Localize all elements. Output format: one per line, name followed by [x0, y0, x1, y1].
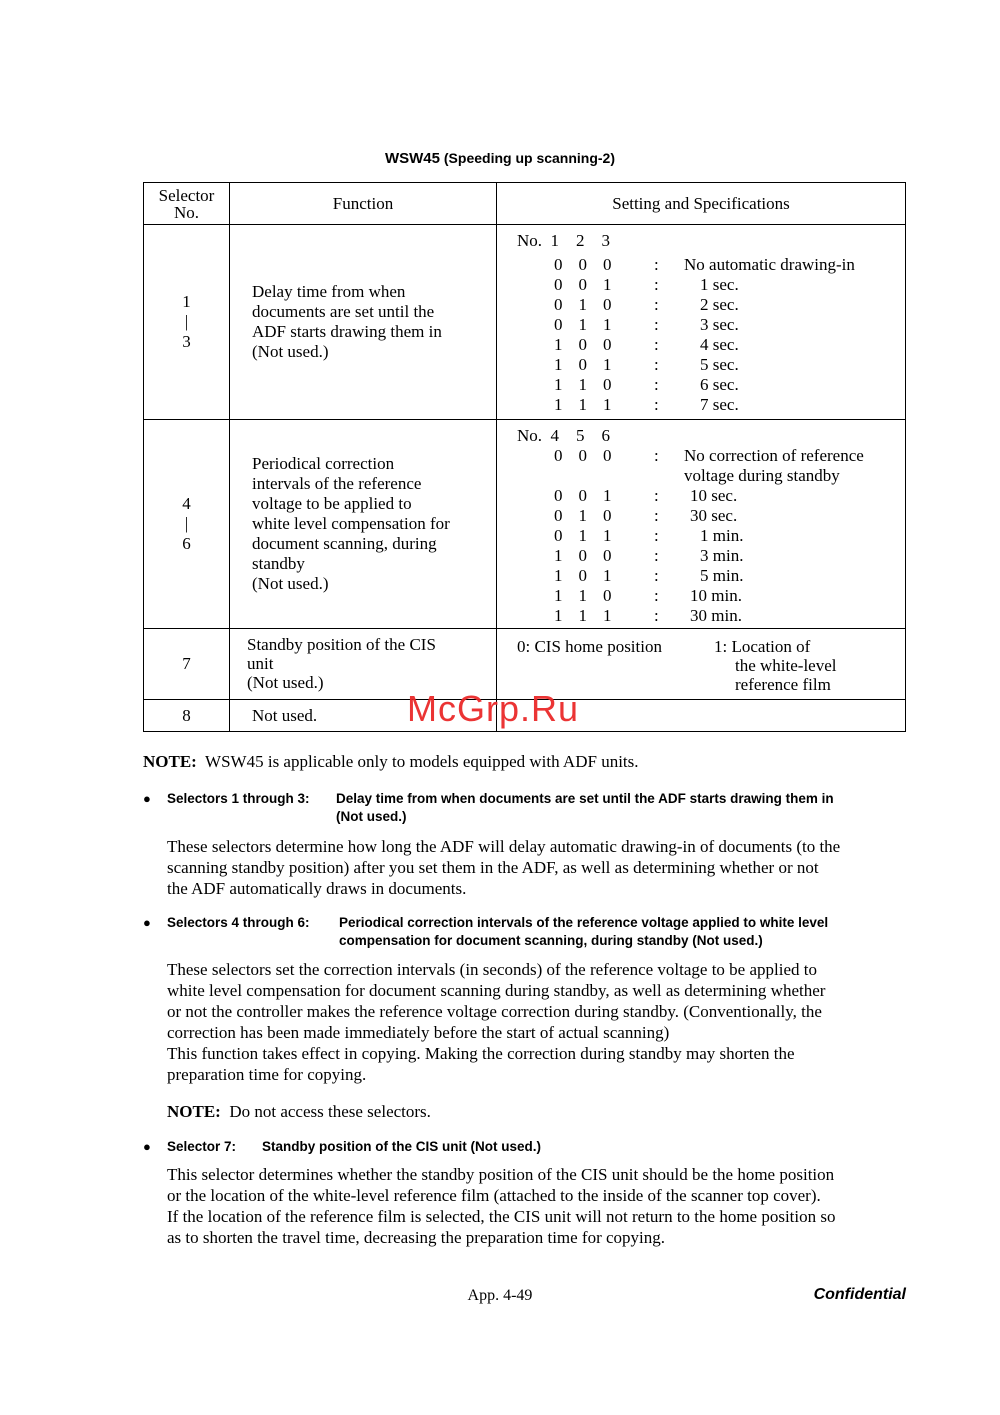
bit: 0 [578, 275, 587, 294]
bit: 0 [554, 526, 563, 545]
cis-option-1 [714, 637, 837, 694]
setting-value: 6 sec. [700, 375, 739, 394]
paragraph-line: as to shorten the travel time, decreasing the preparation time for copying. [167, 1228, 666, 1247]
paragraph-line: white level compensation for document scanning during standby, as well as determining whether [167, 981, 826, 1000]
setting-value: 5 min. [700, 566, 744, 585]
bullet-label: Selectors 1 through 3: [167, 791, 310, 806]
bit: 0 [578, 566, 587, 585]
option-line: 1: Location of [714, 637, 811, 656]
setting-row: 1 1 1 : 7 sec. [517, 395, 905, 415]
table-header-row [144, 183, 906, 225]
bit: 0 [554, 275, 563, 294]
header-selector-line1: Selector [158, 185, 215, 205]
setting-row: 1 0 0 : 3 min. [517, 546, 905, 566]
function-cell [230, 420, 497, 629]
setting-row: 0 0 0 : No automatic drawing-in [517, 255, 905, 275]
bit: 1 [603, 355, 612, 374]
header-settings: Setting and Specifications [497, 183, 906, 225]
paragraph-line: These selectors set the correction intervals (in seconds) of the reference voltage to be applied to [167, 960, 817, 979]
watermark: McGrp.Ru [407, 688, 580, 729]
function-cell: Not used. [230, 700, 497, 732]
bullet-line: (Not used.) [336, 809, 407, 824]
setting-row-cont [517, 466, 905, 486]
selector-no: 8 [144, 700, 230, 732]
function-cell [230, 225, 497, 420]
setting-row: 0 1 0 : 30 sec. [517, 506, 905, 526]
bullet-text [262, 1138, 541, 1156]
setting-value: No automatic drawing-in [684, 255, 855, 274]
selector-dash: | [184, 514, 189, 533]
bit: 1 [578, 295, 587, 314]
bullet-selector-7 [143, 1138, 913, 1158]
page-title [0, 150, 1000, 167]
selector-end: 6 [182, 534, 191, 553]
selector-no [144, 420, 230, 629]
bit: 1 [603, 526, 612, 545]
function-line: document scanning, during [252, 534, 437, 553]
note-label: NOTE: [143, 752, 197, 771]
bit: 1 [554, 566, 563, 585]
bullet-line: compensation for document scanning, during standby (Not used.) [339, 933, 763, 948]
bit: 1 [603, 486, 612, 505]
bullet-text [339, 914, 828, 950]
table-row [144, 420, 906, 629]
selector-no [144, 225, 230, 420]
bit: 1 [603, 395, 612, 414]
function-line: (Not used.) [252, 574, 329, 593]
paragraph-line: These selectors determine how long the ADF will delay automatic drawing-in of documents (to the [167, 837, 841, 856]
cis-option-0: 0: CIS home position [517, 637, 662, 656]
note-adf [143, 752, 639, 772]
bit-header: No. 1 2 3 [517, 231, 611, 250]
paragraph-line: the ADF automatically draws in documents. [167, 879, 467, 898]
selector-start: 1 [182, 292, 191, 311]
confidential-label: Confidential [813, 1286, 906, 1303]
bit: 0 [554, 255, 563, 274]
bit: 0 [578, 446, 587, 465]
bullet-line: Standby position of the CIS unit (Not used.) [262, 1139, 541, 1154]
setting-value: 3 sec. [700, 315, 739, 334]
function-line: Delay time from when [252, 282, 406, 301]
bit: 1 [554, 546, 563, 565]
note-text: WSW45 is applicable only to models equipped with ADF units. [205, 752, 639, 771]
setting-value: voltage during standby [684, 466, 840, 485]
header-selector [144, 183, 230, 225]
bit: 1 [603, 315, 612, 334]
bit: 1 [578, 315, 587, 334]
bullet-icon: ● [143, 791, 151, 806]
bit: 1 [578, 606, 587, 625]
title-subtitle: (Speeding up scanning-2) [443, 150, 616, 166]
bit: 1 [578, 586, 587, 605]
settings-cell [497, 420, 906, 629]
bit: 0 [603, 546, 612, 565]
function-line: (Not used.) [252, 342, 329, 361]
note-label: NOTE: [167, 1102, 221, 1121]
paragraph-line: preparation time for copying. [167, 1065, 367, 1084]
note-do-not-access [167, 1101, 907, 1122]
bit: 1 [578, 375, 587, 394]
setting-value: 10 min. [690, 586, 742, 605]
header-selector-line2: No. [173, 202, 200, 222]
bit: 0 [554, 315, 563, 334]
paragraph-line: This selector determines whether the standby position of the CIS unit should be the home position [167, 1165, 835, 1184]
bit: 0 [554, 295, 563, 314]
bit: 1 [578, 526, 587, 545]
setting-row: 0 0 1 : 10 sec. [517, 486, 905, 506]
setting-value: 1 sec. [700, 275, 739, 294]
bit: 0 [554, 506, 563, 525]
paragraph-line: scanning standby position) after you set them in the ADF, as well as determining whether or not [167, 858, 819, 877]
bit: 1 [603, 606, 612, 625]
paragraph-selectors-1-3 [167, 836, 907, 899]
setting-value: 2 sec. [700, 295, 739, 314]
bullet-label: Selector 7: [167, 1139, 237, 1154]
function-line: white level compensation for [252, 514, 450, 533]
page-number: App. 4-49 [467, 1287, 533, 1304]
paragraph-line: This function takes effect in copying. Making the correction during standby may shorten the [167, 1044, 795, 1063]
paragraph-line: or not the controller makes the reference voltage correction during standby. (Conventionally, the [167, 1002, 822, 1021]
bit: 0 [578, 335, 587, 354]
bit: 0 [603, 446, 612, 465]
function-line: intervals of the reference [252, 474, 422, 493]
function-line: (Not used.) [247, 673, 324, 692]
bit: 1 [554, 395, 563, 414]
option-line: reference film [735, 675, 831, 694]
bit: 1 [578, 506, 587, 525]
setting-row: 0 0 0 : No correction of reference [517, 446, 905, 466]
bit: 0 [578, 546, 587, 565]
option-line: the white-level [735, 656, 837, 675]
header-function: Function [230, 183, 497, 225]
bit-header: No. 4 5 6 [517, 426, 611, 445]
setting-row: 0 0 1 : 1 sec. [517, 275, 905, 295]
setting-value: 5 sec. [700, 355, 739, 374]
bit: 0 [603, 295, 612, 314]
bit: 1 [603, 275, 612, 294]
function-line: standby [252, 554, 305, 573]
setting-row: 1 1 0 : 10 min. [517, 586, 905, 606]
bullet-icon: ● [143, 1139, 151, 1154]
paragraph-line: correction has been made immediately before the start of actual scanning) [167, 1023, 670, 1042]
bit: 0 [578, 255, 587, 274]
title-code: WSW45 [384, 150, 440, 167]
paragraph-selectors-4-6 [167, 959, 907, 1085]
selector-dash: | [184, 312, 189, 331]
bit: 0 [603, 375, 612, 394]
paragraph-selector-7 [167, 1164, 907, 1248]
setting-value: No correction of reference [684, 446, 864, 465]
setting-row: 1 0 0 : 4 sec. [517, 335, 905, 355]
bullet-label: Selectors 4 through 6: [167, 915, 310, 930]
bullet-icon: ● [143, 915, 151, 930]
bit: 0 [554, 446, 563, 465]
function-line: Standby position of the CIS [247, 635, 436, 654]
selector-start: 4 [182, 494, 191, 513]
bit: 1 [603, 566, 612, 585]
setting-row: 1 1 1 : 30 min. [517, 606, 905, 626]
bullet-selectors-1-3 [143, 790, 913, 830]
bit: 0 [603, 586, 612, 605]
paragraph-line: or the location of the white-level reference film (attached to the inside of the scanner top cover). [167, 1186, 821, 1205]
bullet-text [336, 790, 834, 826]
function-line: ADF starts drawing them in [252, 322, 442, 341]
bullet-selectors-4-6 [143, 914, 913, 954]
bullet-line: Delay time from when documents are set until the ADF starts drawing them in [336, 791, 834, 806]
wsw45-table [143, 182, 906, 732]
bit: 0 [603, 335, 612, 354]
bit: 0 [603, 255, 612, 274]
bit: 1 [554, 606, 563, 625]
setting-value: 1 min. [700, 526, 744, 545]
bit: 0 [578, 355, 587, 374]
table-row [144, 225, 906, 420]
function-line: Periodical correction [252, 454, 395, 473]
bit: 1 [554, 375, 563, 394]
bit: 0 [554, 486, 563, 505]
setting-row: 0 1 0 : 2 sec. [517, 295, 905, 315]
bit: 1 [554, 586, 563, 605]
function-line: voltage to be applied to [252, 494, 412, 513]
setting-value: 7 sec. [700, 395, 739, 414]
note-text: Do not access these selectors. [229, 1102, 431, 1121]
bit: 0 [578, 486, 587, 505]
bullet-line: Periodical correction intervals of the reference voltage applied to white level [339, 915, 829, 930]
bit: 1 [554, 355, 563, 374]
setting-row: 0 1 1 : 1 min. [517, 526, 905, 546]
paragraph-line: If the location of the reference film is selected, the CIS unit will not return to the home position so [167, 1207, 836, 1226]
setting-row: 1 0 1 : 5 sec. [517, 355, 905, 375]
function-line: documents are set until the [252, 302, 435, 321]
setting-row: 0 1 1 : 3 sec. [517, 315, 905, 335]
setting-value: 4 sec. [700, 335, 739, 354]
bit: 1 [578, 395, 587, 414]
selector-end: 3 [182, 332, 191, 351]
selector-no: 7 [144, 629, 230, 700]
setting-row: 1 0 1 : 5 min. [517, 566, 905, 586]
setting-value: 3 min. [700, 546, 744, 565]
setting-value: 30 min. [690, 606, 742, 625]
setting-value: 30 sec. [690, 506, 738, 525]
settings-cell [497, 225, 906, 420]
setting-row: 1 1 0 : 6 sec. [517, 375, 905, 395]
bit: 0 [603, 506, 612, 525]
setting-value: 10 sec. [690, 486, 738, 505]
function-line: unit [247, 654, 274, 673]
bit: 1 [554, 335, 563, 354]
